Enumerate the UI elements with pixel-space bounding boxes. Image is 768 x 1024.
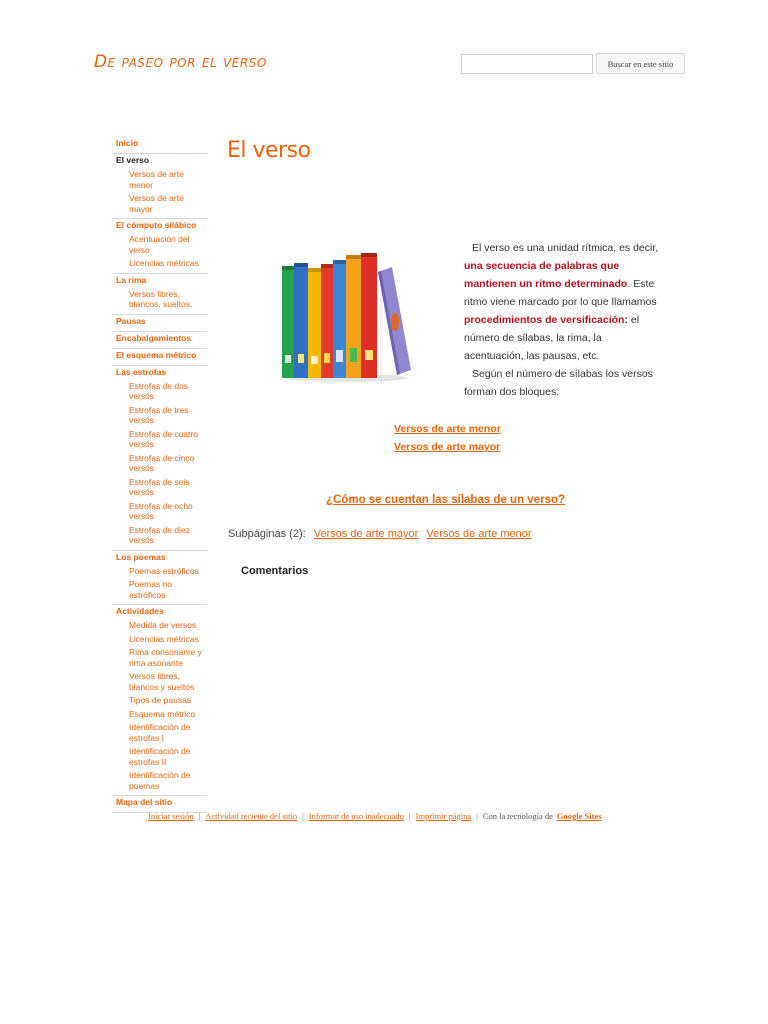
subpage-link-arte-mayor[interactable]: Versos de arte mayor xyxy=(313,528,419,540)
sidebar-group xyxy=(112,366,207,551)
highlight-procedures: procedimientos de versificación: xyxy=(464,314,628,326)
sidebar-item[interactable]: Actividades xyxy=(116,606,164,616)
intro-text xyxy=(464,239,660,401)
sidebar-subitem[interactable]: Identificación de poemas xyxy=(129,770,191,791)
sidebar-item[interactable]: El cómputo silábico xyxy=(116,220,197,230)
search-button[interactable]: Buscar en este sitio xyxy=(596,53,685,74)
sidebar-item[interactable]: Inicio xyxy=(116,138,139,148)
sidebar-subitem[interactable]: Versos libres, blancos y sueltos xyxy=(129,671,195,692)
sidebar-subitem[interactable]: Estrofas de dos versos xyxy=(129,380,189,401)
sidebar-group xyxy=(112,154,207,219)
sidebar-item[interactable]: Pausas xyxy=(116,315,146,326)
sidebar-item[interactable]: La rima xyxy=(116,274,147,285)
sidebar-subitem[interactable]: Estrofas de cinco versos xyxy=(129,452,195,473)
sidebar-subitem[interactable]: Rima consonante y rima asonante xyxy=(129,647,202,668)
sidebar-subitem[interactable]: Poemas estróficos xyxy=(129,565,199,576)
sidebar-subitem[interactable]: Licencias métricas xyxy=(129,258,199,268)
separator: | xyxy=(198,811,201,821)
site-title[interactable]: De paseo por el verso xyxy=(94,52,267,72)
sidebar-subitem[interactable]: Poemas no estróficos xyxy=(129,579,172,600)
sidebar-subitem[interactable]: Estrofas de ocho versos xyxy=(129,500,193,521)
sidebar-item[interactable]: Los poemas xyxy=(116,551,166,562)
blocks-paragraph: Según el número de sílabas los versos forman dos bloques: xyxy=(464,368,653,398)
recent-activity-link[interactable]: Actividad reciente del sitio xyxy=(205,811,298,821)
sidebar-subitem[interactable]: Versos libres, blancos, sueltos. xyxy=(129,288,193,309)
sidebar-subitem[interactable]: Estrofas de diez versos xyxy=(129,524,190,545)
search-input[interactable] xyxy=(461,54,593,74)
link-arte-mayor[interactable]: Versos de arte mayor xyxy=(394,441,501,453)
comments-heading: Comentarios xyxy=(241,565,309,577)
sidebar-subitem[interactable]: Versos de arte mayor xyxy=(129,193,184,214)
google-sites-link[interactable]: Google Sites xyxy=(556,811,602,821)
sign-in-link[interactable]: Iniciar sesión xyxy=(148,811,194,821)
separator: | xyxy=(476,811,478,821)
sidebar-group xyxy=(112,219,207,274)
sidebar-subitem[interactable]: Tipos de pausas xyxy=(129,695,192,705)
highlight-definition: una secuencia de palabras que mantienen un ritmo determinado xyxy=(464,260,628,290)
powered-by-text: Con la tecnología de xyxy=(482,811,553,821)
sidebar-group xyxy=(112,332,207,349)
sidebar-subitem[interactable]: Identificación de estrofas II xyxy=(129,746,191,767)
separator: | xyxy=(408,811,411,821)
intro-paragraph: El verso es una unidad rítmica, es decir, una secuencia de palabras que mantienen un ritmo determinado. Este ritmo viene marcado por lo que llamamos procedimientos de versificación: el número de sílabas, la rima, la acentuación, las pausas, etc. xyxy=(464,242,659,362)
sidebar-group xyxy=(112,605,207,796)
sidebar-group xyxy=(112,137,207,154)
sidebar-item[interactable]: Mapa del sitio xyxy=(116,797,173,807)
sidebar-subitem[interactable]: Esquema métrico xyxy=(129,708,196,719)
sidebar-item[interactable]: Las estrofas xyxy=(116,366,167,377)
page-title: El verso xyxy=(227,138,311,163)
sidebar-subitem[interactable]: Estrofas de cuatro versos xyxy=(129,428,198,449)
syllable-count-link[interactable]: ¿Cómo se cuentan las sílabas de un verso? xyxy=(326,494,566,506)
books-illustration xyxy=(276,250,416,385)
subpage-link-arte-menor[interactable]: Versos de arte menor xyxy=(426,528,532,540)
sidebar-nav xyxy=(112,137,207,813)
sidebar-subitem[interactable]: Estrofas de seis versos xyxy=(129,476,190,497)
sidebar-subitem[interactable]: Acentuación del verso xyxy=(129,234,190,255)
sidebar-subitem[interactable]: Estrofas de tres versos xyxy=(129,404,189,425)
sidebar-group xyxy=(112,274,207,315)
footer xyxy=(148,811,602,821)
sidebar-subitem[interactable]: Licencias métricas xyxy=(129,633,199,644)
verse-types-links xyxy=(394,420,501,456)
sidebar-item[interactable]: El esquema métrico xyxy=(116,349,197,360)
sidebar-subitem[interactable]: Identificación de estrofas I xyxy=(129,722,191,743)
link-arte-menor[interactable]: Versos de arte menor xyxy=(394,423,501,435)
sidebar-item[interactable]: Encabalgamientos xyxy=(116,332,192,343)
subpages xyxy=(228,528,532,540)
print-page-link[interactable]: Imprimir página xyxy=(415,811,472,821)
subpages-label: Subpáginas (2): xyxy=(228,528,306,540)
sidebar-group xyxy=(112,349,207,366)
report-abuse-link[interactable]: Informar de uso inadecuado xyxy=(308,811,404,821)
sidebar-subitem[interactable]: Medida de versos xyxy=(129,620,197,630)
sidebar-subitem[interactable]: Versos de arte menor xyxy=(129,169,184,190)
sidebar-group xyxy=(112,315,207,332)
sidebar-group xyxy=(112,551,207,606)
sidebar-item[interactable]: El verso xyxy=(116,155,150,165)
separator: | xyxy=(302,811,304,821)
